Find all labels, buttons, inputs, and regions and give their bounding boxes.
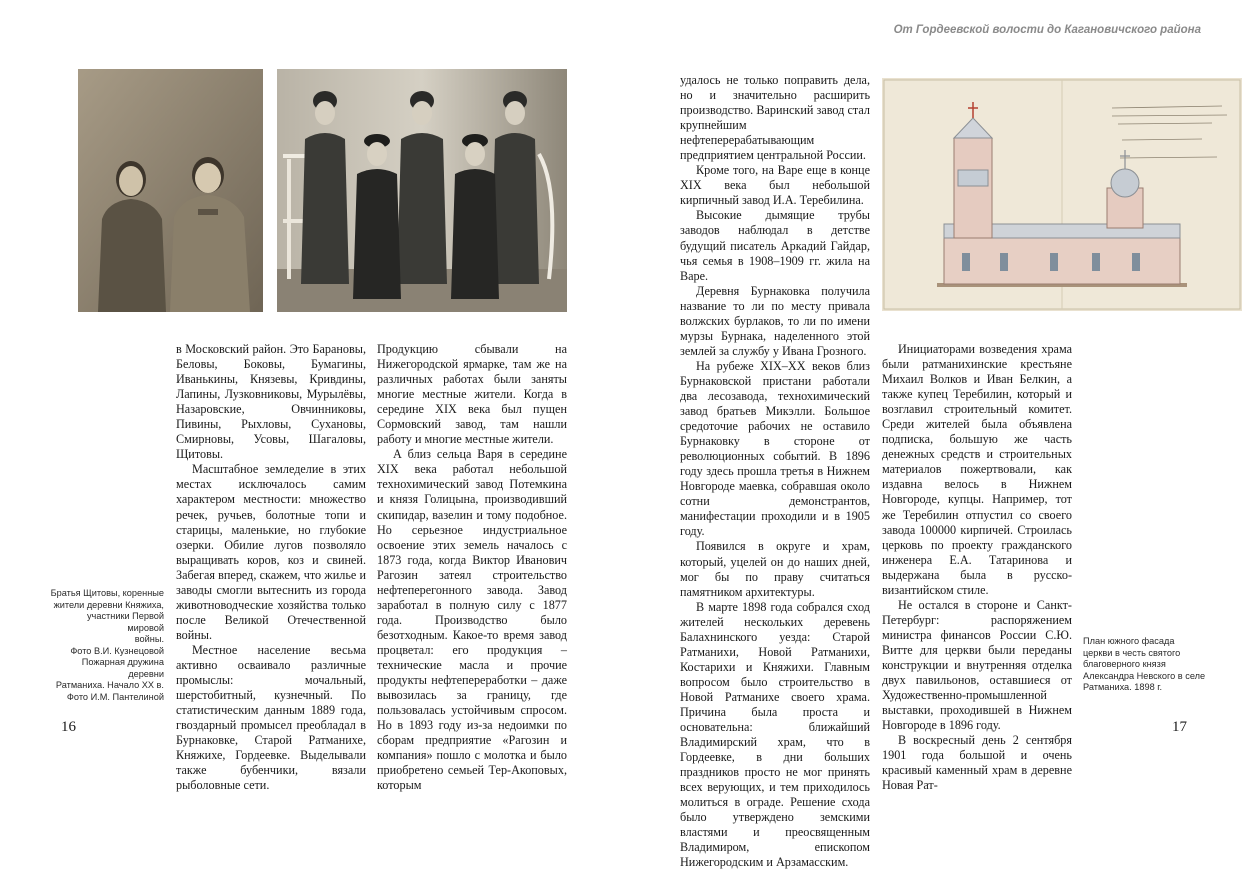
church-facade-drawing: [882, 78, 1242, 311]
caption-line: Пожарная дружина деревни: [81, 657, 164, 679]
text-column-1: [176, 342, 366, 793]
paragraph: Деревня Бурнаковка получила название то ли по месту привала волжских бурлаков, то ли по имени мурзы Бурнака, наделенного этой землей за службу у Ивана Грозного.: [680, 283, 870, 358]
photo-shchitov-brothers: [78, 69, 263, 312]
paragraph: Кроме того, на Варе еще в конце XIX века был небольшой кирпичный завод И.А. Теребилина.: [680, 163, 870, 208]
paragraph: В воскресный день 2 сентября 1901 года большой и очень красивый каменный храм в деревне Новая Рат-: [882, 733, 1072, 793]
caption-line: Братья Щитовы, коренные: [50, 588, 164, 598]
caption-line: Александра Невского в селе: [1083, 670, 1206, 681]
caption-fire-brigade: [48, 657, 164, 703]
running-head: От Гордеевской волости до Кагановичского района: [893, 24, 1201, 36]
caption-line: План южного фасада: [1083, 636, 1175, 646]
paragraph: Инициаторами возведения храма были ратманихинские крестьяне Михаил Волков и Иван Белкин, а также купец Теребилин, который и возглавил строительный комитет. Среди жителей была объявлена подписка, большую же часть денежных средств и строительных материалов пожертвовали, как издавна велось в Нижнем Новгороде, купцы. Например, тот же Теребилин отпустил со своего завода 100000 кирпичей. Строилась церковь по проекту гражданского инженера Е.А. Татаринова и выдержана была в русско-византийском стиле.: [882, 342, 1072, 597]
paragraph: Появился в округе и храм, который, уцелей он до наших дней, мог бы по праву считаться памятником архитектуры.: [680, 539, 870, 599]
text-column-3: [680, 73, 870, 870]
text-column-2: [377, 342, 567, 793]
paragraph: Продукцию сбывали на Нижегородской ярмарке, там же на различных работах были заняты многие местные жители. Когда в середине XIX века был пущен Сормовский завод, там нашли работу и многие местные жители.: [377, 342, 567, 447]
caption-line: участники Первой мировой: [86, 611, 164, 633]
caption-line: церкви в честь святого: [1083, 647, 1181, 658]
caption-shchitov: [48, 588, 164, 658]
caption-line: Ратманиха. 1898 г.: [1083, 682, 1163, 693]
caption-line: Фото И.М. Пантелиной: [66, 691, 164, 702]
paragraph: Не остался в стороне и Санкт-Петербург: распоряжением министра финансов России С.Ю. Витте для церкви были переданы конструкции и внутренняя отделка двух павильонов, оставшиеся от Художественно-промышленной выставки, проходившей в Нижнем Новгороде в 1896 году.: [882, 597, 1072, 733]
caption-church-plan: [1083, 636, 1211, 694]
caption-line: Фото В.И. Кузнецовой: [70, 645, 164, 656]
caption-line: благоверного князя: [1083, 659, 1166, 670]
paragraph: удалось не только поправить дела, но и значительно расширить производство. Варинский завод стал крупнейшим нефтеперерабатывающим предприятием центральной России.: [680, 73, 870, 163]
paragraph: Высокие дымящие трубы заводов наблюдал в детстве будущий писатель Аркадий Гайдар, чья семья в 1908–1909 гг. жила на Варе.: [680, 208, 870, 283]
paragraph: Масштабное земледелие в этих местах исключалось самим характером местности: множество речек, ручьев, болотные топи и старицы, маленькие, но глубокие озерки. Обилие лугов позволяло выращивать коров, коз и свиней. Забегая вперед, скажем, что жилье и заводы смогли вытеснить из города животноводческие хозяйства только после Великой Отечественной войны.: [176, 462, 366, 642]
page-number-right: 17: [1172, 719, 1187, 735]
page-number-left: 16: [61, 719, 76, 735]
paragraph: А близ сельца Варя в середине XIX века работал небольшой технохимический завод Потемкина и князя Голицына, производивший скипидар, вазелин и тому подобное. Но серьезное индустриальное освоение этих земель началось с 1873 года, когда Виктор Иванович Рагозин затеял строительство нефтеперегонного завода. Завод заработал в полную силу с 1877 года. Производство было безотходным. Какое-то время завод процветал: его продукция – технические масла и прочие продукты нефтепереработки – даже вывозилась за границу, где пользовалась устойчивым спросом. Но в 1893 году из-за недоимки по сборам предприятие «Рагозин и компания» пошло с молотка и было приобретено семьей Тер-Акоповых, которым: [377, 447, 567, 793]
paragraph: На рубеже XIX–XX веков близ Бурнаковской пристани работали два лесозавода, технохимический завод братьев Микэлли. Большое средоточие рабочих не оставило Бурнаковку в стороне от революционных событий. В 1896 году здесь прошла третья в Нижнем Новгороде маевка, собравшая около сотни демонстрантов, манифестации проходили и в 1905 году.: [680, 358, 870, 539]
paragraph: в Московский район. Это Барановы, Беловы, Боковы, Бумагины, Иванькины, Князевы, Кривдины, Лапины, Лузковниковы, Мурылёвы, Назаровские, Овчинниковы, Пивины, Рыхловы, Сухановы, Смирновы, Усовы, Шагаловы, Щитовы.: [176, 342, 366, 462]
caption-line: Ратманиха. Начало XX в.: [55, 680, 164, 691]
paragraph: В марте 1898 года собрался сход жителей нескольких деревень Балахнинского уезда: Старой Ратманихи, Новой Ратманихи, Костарихи и Княжихи. Главным вопросом было строительство в Новой Ратманихе своего храма. Причина была проста и основательна: ближайший Владимирский храм, что в Гордеевке, в дни больших праздников просто не мог принять всех верующих, и тем приходилось молиться в ограде. Решение схода было утверждено земскими властями и преосвященным Владимиром, епископом Нижегородским и Арзамасским.: [680, 599, 870, 870]
caption-line: жители деревни Княжиха,: [53, 599, 164, 610]
paragraph: Местное население весьма активно осваивало различные промыслы: мочальный, шерстобитный, кузнечный. По статистическим данным 1889 года, гвоздарный промысел преобладал в Бурнаковке, Старой Ратманихе, Княжихе, Гордеевке. Выделывали также бубенчики, вязали рыболовные сети.: [176, 642, 366, 793]
text-column-4: [882, 342, 1072, 793]
caption-line: войны.: [134, 634, 164, 645]
photo-fire-brigade: [277, 69, 567, 312]
